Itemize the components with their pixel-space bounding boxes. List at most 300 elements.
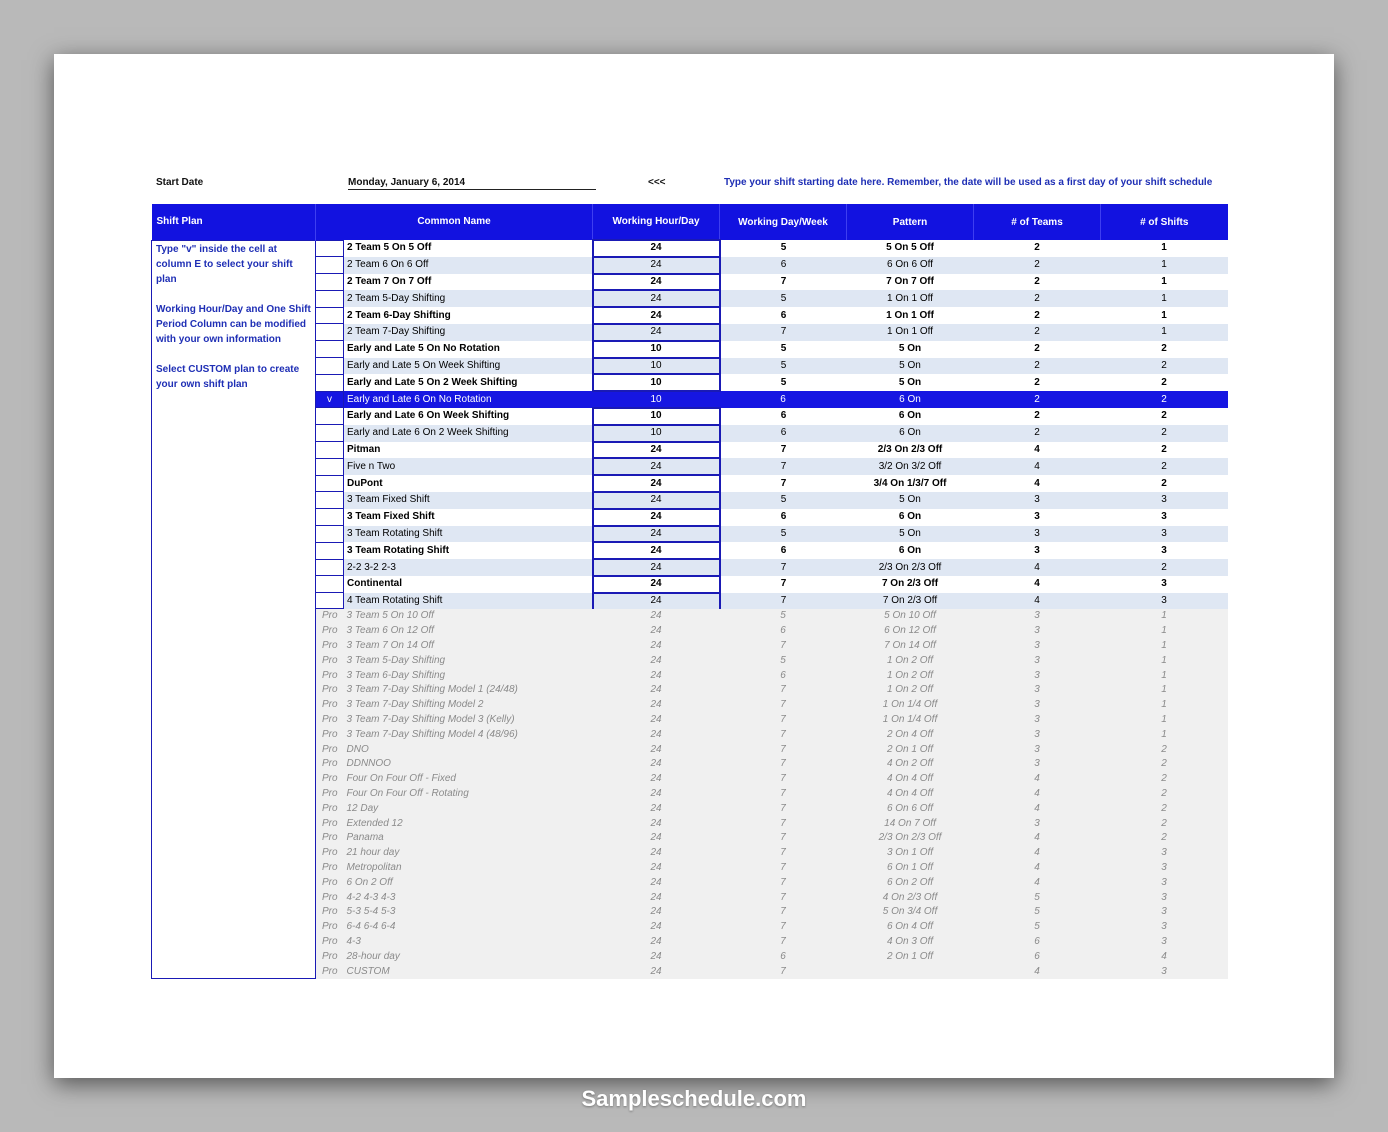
pattern-cell: 1 On 1/4 Off (847, 698, 974, 713)
pattern-cell: 5 On (847, 374, 974, 391)
shifts-cell: 1 (1101, 653, 1228, 668)
common-name-cell: Early and Late 6 On Week Shifting (344, 408, 593, 425)
shifts-cell: 1 (1101, 290, 1228, 307)
pattern-cell (847, 964, 974, 979)
selection-cell[interactable] (316, 509, 344, 526)
col-header-shifts: # of Shifts (1101, 204, 1228, 240)
pattern-cell: 1 On 1/4 Off (847, 713, 974, 728)
selection-cell[interactable] (316, 576, 344, 593)
selection-cell[interactable] (316, 307, 344, 324)
teams-cell: 3 (974, 683, 1101, 698)
working-hour-cell[interactable]: 10 (593, 358, 720, 375)
working-hour-cell[interactable]: 24 (593, 757, 720, 772)
working-day-cell: 7 (720, 875, 847, 890)
pattern-cell: 4 On 4 Off (847, 787, 974, 802)
working-day-cell: 5 (720, 492, 847, 509)
selection-cell[interactable]: Pro (316, 772, 344, 787)
common-name-cell: 12 Day (344, 801, 593, 816)
teams-cell: 3 (974, 526, 1101, 543)
selection-cell[interactable]: Pro (316, 846, 344, 861)
common-name-cell: Five n Two (344, 458, 593, 475)
shifts-cell: 1 (1101, 727, 1228, 742)
teams-cell: 5 (974, 890, 1101, 905)
teams-cell: 4 (974, 875, 1101, 890)
teams-cell: 3 (974, 727, 1101, 742)
table-row[interactable] (152, 240, 1228, 257)
common-name-cell: Panama (344, 831, 593, 846)
working-day-cell: 7 (720, 920, 847, 935)
shifts-cell: 2 (1101, 742, 1228, 757)
teams-cell: 2 (974, 341, 1101, 358)
note-text: Type "v" inside the cell at column E to select your shift plan (156, 243, 293, 285)
common-name-cell: 3 Team Fixed Shift (344, 509, 593, 526)
working-day-cell: 7 (720, 905, 847, 920)
pattern-cell: 4 On 4 Off (847, 772, 974, 787)
shifts-cell: 2 (1101, 442, 1228, 459)
teams-cell: 3 (974, 668, 1101, 683)
working-hour-cell[interactable]: 10 (593, 341, 720, 358)
working-hour-cell[interactable]: 24 (593, 609, 720, 624)
shifts-cell: 2 (1101, 374, 1228, 391)
working-day-cell: 5 (720, 341, 847, 358)
shifts-cell: 2 (1101, 559, 1228, 576)
common-name-cell: 21 hour day (344, 846, 593, 861)
selection-cell[interactable] (316, 324, 344, 341)
pattern-cell: 6 On (847, 509, 974, 526)
pattern-cell: 6 On 4 Off (847, 920, 974, 935)
working-day-cell: 7 (720, 458, 847, 475)
working-day-cell: 5 (720, 609, 847, 624)
working-hour-cell[interactable]: 10 (593, 374, 720, 391)
common-name-cell: Early and Late 6 On 2 Week Shifting (344, 425, 593, 442)
start-date-label: Start Date (156, 177, 204, 188)
working-hour-cell[interactable]: 24 (593, 964, 720, 979)
teams-cell: 2 (974, 257, 1101, 274)
common-name-cell: Pitman (344, 442, 593, 459)
common-name-cell: 3 Team 7-Day Shifting Model 1 (24/48) (344, 683, 593, 698)
teams-cell: 2 (974, 358, 1101, 375)
working-hour-cell[interactable]: 10 (593, 408, 720, 425)
teams-cell: 6 (974, 949, 1101, 964)
shifts-cell: 1 (1101, 639, 1228, 654)
shifts-cell: 1 (1101, 668, 1228, 683)
pattern-cell: 1 On 2 Off (847, 668, 974, 683)
shifts-cell: 1 (1101, 698, 1228, 713)
selection-cell[interactable]: Pro (316, 787, 344, 802)
teams-cell: 3 (974, 653, 1101, 668)
working-hour-cell[interactable]: 24 (593, 668, 720, 683)
pattern-cell: 5 On (847, 341, 974, 358)
pattern-cell: 2/3 On 2/3 Off (847, 442, 974, 459)
working-hour-cell[interactable]: 24 (593, 593, 720, 609)
selection-cell[interactable] (316, 542, 344, 559)
working-hour-cell[interactable]: 24 (593, 274, 720, 291)
pattern-cell: 2 On 1 Off (847, 949, 974, 964)
working-day-cell: 7 (720, 442, 847, 459)
selection-cell[interactable]: Pro (316, 964, 344, 979)
working-hour-cell[interactable]: 24 (593, 935, 720, 950)
shifts-cell: 3 (1101, 526, 1228, 543)
pattern-cell: 5 On 3/4 Off (847, 905, 974, 920)
document-page (54, 54, 1334, 1078)
working-day-cell: 7 (720, 639, 847, 654)
selection-cell[interactable]: Pro (316, 875, 344, 890)
selection-cell[interactable]: Pro (316, 831, 344, 846)
working-hour-cell[interactable]: 10 (593, 391, 720, 408)
arrow-marker: <<< (648, 177, 666, 188)
common-name-cell: 3 Team Rotating Shift (344, 542, 593, 559)
common-name-cell: DuPont (344, 475, 593, 492)
common-name-cell: 2-2 3-2 2-3 (344, 559, 593, 576)
shifts-cell: 2 (1101, 831, 1228, 846)
start-date-instruction: Type your shift starting date here. Remember, the date will be used as a first day of your shift schedule (724, 177, 1213, 188)
common-name-cell: 3 Team Fixed Shift (344, 492, 593, 509)
shifts-cell: 4 (1101, 949, 1228, 964)
working-day-cell: 7 (720, 274, 847, 291)
working-day-cell: 7 (720, 757, 847, 772)
working-day-cell: 6 (720, 668, 847, 683)
selection-cell[interactable]: Pro (316, 816, 344, 831)
teams-cell: 4 (974, 964, 1101, 979)
pattern-cell: 5 On 5 Off (847, 240, 974, 257)
working-day-cell: 7 (720, 816, 847, 831)
teams-cell: 2 (974, 240, 1101, 257)
working-day-cell: 7 (720, 772, 847, 787)
teams-cell: 4 (974, 861, 1101, 876)
common-name-cell: 2 Team 7-Day Shifting (344, 324, 593, 341)
working-day-cell: 7 (720, 713, 847, 728)
selection-cell[interactable] (316, 593, 344, 609)
common-name-cell: 6-4 6-4 6-4 (344, 920, 593, 935)
selection-cell[interactable]: Pro (316, 639, 344, 654)
teams-cell: 2 (974, 307, 1101, 324)
teams-cell: 3 (974, 624, 1101, 639)
selection-cell[interactable]: Pro (316, 609, 344, 624)
teams-cell: 4 (974, 831, 1101, 846)
working-hour-cell[interactable]: 24 (593, 801, 720, 816)
working-hour-cell[interactable]: 24 (593, 831, 720, 846)
teams-cell: 4 (974, 576, 1101, 593)
teams-cell: 3 (974, 639, 1101, 654)
header-row (152, 204, 1228, 240)
working-hour-cell[interactable]: 24 (593, 324, 720, 341)
working-day-cell: 7 (720, 964, 847, 979)
pattern-cell: 6 On (847, 425, 974, 442)
working-day-cell: 5 (720, 240, 847, 257)
working-day-cell: 7 (720, 846, 847, 861)
selection-cell[interactable] (316, 425, 344, 442)
shifts-cell: 2 (1101, 772, 1228, 787)
col-header-pattern: Pattern (847, 204, 974, 240)
teams-cell: 4 (974, 846, 1101, 861)
working-hour-cell[interactable]: 24 (593, 257, 720, 274)
teams-cell: 4 (974, 787, 1101, 802)
working-day-cell: 7 (720, 576, 847, 593)
teams-cell: 3 (974, 609, 1101, 624)
working-day-cell: 7 (720, 742, 847, 757)
working-hour-cell[interactable]: 24 (593, 683, 720, 698)
working-day-cell: 6 (720, 509, 847, 526)
pattern-cell: 5 On (847, 358, 974, 375)
watermark-text: Sampleschedule.com (581, 1086, 807, 1111)
selection-cell[interactable] (316, 408, 344, 425)
working-hour-cell[interactable]: 24 (593, 875, 720, 890)
shifts-cell: 3 (1101, 846, 1228, 861)
selection-cell[interactable]: Pro (316, 668, 344, 683)
selection-cell[interactable]: Pro (316, 742, 344, 757)
working-hour-cell[interactable]: 10 (593, 425, 720, 442)
working-day-cell: 7 (720, 801, 847, 816)
common-name-cell: DDNNOO (344, 757, 593, 772)
pattern-cell: 2/3 On 2/3 Off (847, 831, 974, 846)
teams-cell: 5 (974, 920, 1101, 935)
note-text: Select CUSTOM plan to create your own shift plan (156, 363, 300, 390)
working-day-cell: 5 (720, 653, 847, 668)
start-date-input[interactable]: Monday, January 6, 2014 (348, 177, 596, 190)
working-hour-cell[interactable]: 24 (593, 816, 720, 831)
selection-cell[interactable] (316, 475, 344, 492)
shifts-cell: 2 (1101, 408, 1228, 425)
shifts-cell: 1 (1101, 307, 1228, 324)
selection-cell[interactable] (316, 290, 344, 307)
teams-cell: 4 (974, 475, 1101, 492)
common-name-cell: Early and Late 5 On 2 Week Shifting (344, 374, 593, 391)
selection-cell[interactable] (316, 341, 344, 358)
selection-cell[interactable]: Pro (316, 890, 344, 905)
working-day-cell: 7 (720, 890, 847, 905)
selection-cell[interactable]: Pro (316, 653, 344, 668)
pattern-cell: 6 On (847, 391, 974, 408)
common-name-cell: 3 Team 7-Day Shifting Model 3 (Kelly) (344, 713, 593, 728)
working-hour-cell[interactable]: 24 (593, 492, 720, 509)
teams-cell: 2 (974, 290, 1101, 307)
working-hour-cell[interactable]: 24 (593, 624, 720, 639)
working-hour-cell[interactable]: 24 (593, 713, 720, 728)
common-name-cell: 3 Team 5-Day Shifting (344, 653, 593, 668)
working-hour-cell[interactable]: 24 (593, 742, 720, 757)
shifts-cell: 2 (1101, 341, 1228, 358)
common-name-cell: DNO (344, 742, 593, 757)
teams-cell: 2 (974, 391, 1101, 408)
shifts-cell: 2 (1101, 787, 1228, 802)
pattern-cell: 6 On 6 Off (847, 801, 974, 816)
working-hour-cell[interactable]: 24 (593, 307, 720, 324)
pattern-cell: 7 On 14 Off (847, 639, 974, 654)
common-name-cell: Continental (344, 576, 593, 593)
pattern-cell: 2 On 4 Off (847, 727, 974, 742)
common-name-cell: 6 On 2 Off (344, 875, 593, 890)
selection-cell[interactable]: Pro (316, 905, 344, 920)
working-hour-cell[interactable]: 24 (593, 890, 720, 905)
pattern-cell: 4 On 2 Off (847, 757, 974, 772)
shifts-cell: 2 (1101, 358, 1228, 375)
working-hour-cell[interactable]: 24 (593, 653, 720, 668)
working-hour-cell[interactable]: 24 (593, 526, 720, 543)
shifts-cell: 2 (1101, 458, 1228, 475)
common-name-cell: 3 Team Rotating Shift (344, 526, 593, 543)
common-name-cell: Early and Late 5 On No Rotation (344, 341, 593, 358)
shifts-cell: 2 (1101, 801, 1228, 816)
common-name-cell: 2 Team 6-Day Shifting (344, 307, 593, 324)
shifts-cell: 2 (1101, 757, 1228, 772)
pattern-cell: 1 On 1 Off (847, 307, 974, 324)
selection-cell[interactable] (316, 240, 344, 257)
selection-cell[interactable] (316, 442, 344, 459)
shifts-cell: 3 (1101, 542, 1228, 559)
shifts-cell: 3 (1101, 593, 1228, 609)
working-hour-cell[interactable]: 24 (593, 458, 720, 475)
pattern-cell: 7 On 2/3 Off (847, 593, 974, 609)
working-hour-cell[interactable]: 24 (593, 772, 720, 787)
shifts-cell: 3 (1101, 509, 1228, 526)
working-hour-cell[interactable]: 24 (593, 727, 720, 742)
working-day-cell: 7 (720, 475, 847, 492)
pattern-cell: 3/4 On 1/3/7 Off (847, 475, 974, 492)
teams-cell: 3 (974, 698, 1101, 713)
common-name-cell: 2 Team 7 On 7 Off (344, 274, 593, 291)
working-day-cell: 6 (720, 624, 847, 639)
pattern-cell: 1 On 1 Off (847, 324, 974, 341)
common-name-cell: 5-3 5-4 5-3 (344, 905, 593, 920)
common-name-cell: 2 Team 6 On 6 Off (344, 257, 593, 274)
common-name-cell: Metropolitan (344, 861, 593, 876)
pattern-cell: 5 On (847, 526, 974, 543)
selection-cell[interactable]: Pro (316, 920, 344, 935)
working-hour-cell[interactable]: 24 (593, 576, 720, 593)
working-hour-cell[interactable]: 24 (593, 920, 720, 935)
selection-cell[interactable] (316, 374, 344, 391)
working-hour-cell[interactable]: 24 (593, 639, 720, 654)
working-day-cell: 5 (720, 526, 847, 543)
teams-cell: 3 (974, 742, 1101, 757)
working-hour-cell[interactable]: 24 (593, 240, 720, 257)
table-body (152, 240, 1228, 979)
pattern-cell: 6 On 12 Off (847, 624, 974, 639)
common-name-cell: Early and Late 5 On Week Shifting (344, 358, 593, 375)
working-hour-cell[interactable]: 24 (593, 475, 720, 492)
col-header-working-day: Working Day/Week (720, 204, 847, 240)
teams-cell: 3 (974, 509, 1101, 526)
working-hour-cell[interactable]: 24 (593, 509, 720, 526)
pattern-cell: 6 On (847, 408, 974, 425)
pattern-cell: 6 On 6 Off (847, 257, 974, 274)
pattern-cell: 3 On 1 Off (847, 846, 974, 861)
shifts-cell: 3 (1101, 890, 1228, 905)
pattern-cell: 14 On 7 Off (847, 816, 974, 831)
common-name-cell: 3 Team 7 On 14 Off (344, 639, 593, 654)
common-name-cell: 3 Team 6-Day Shifting (344, 668, 593, 683)
selection-cell[interactable]: Pro (316, 698, 344, 713)
working-hour-cell[interactable]: 24 (593, 861, 720, 876)
selection-cell[interactable]: Pro (316, 861, 344, 876)
working-day-cell: 7 (720, 727, 847, 742)
working-day-cell: 6 (720, 949, 847, 964)
working-hour-cell[interactable]: 24 (593, 698, 720, 713)
common-name-cell: 3 Team 7-Day Shifting Model 4 (48/96) (344, 727, 593, 742)
selection-cell[interactable] (316, 492, 344, 509)
selection-cell[interactable]: Pro (316, 727, 344, 742)
working-day-cell: 6 (720, 257, 847, 274)
working-day-cell: 7 (720, 698, 847, 713)
col-header-common-name: Common Name (316, 204, 593, 240)
shifts-cell: 3 (1101, 905, 1228, 920)
working-day-cell: 6 (720, 307, 847, 324)
working-day-cell: 6 (720, 542, 847, 559)
selection-cell[interactable] (316, 559, 344, 576)
working-hour-cell[interactable]: 24 (593, 559, 720, 576)
selection-cell[interactable]: Pro (316, 949, 344, 964)
selection-cell[interactable]: v (316, 391, 344, 408)
shifts-cell: 1 (1101, 609, 1228, 624)
selection-cell[interactable]: Pro (316, 757, 344, 772)
teams-cell: 4 (974, 593, 1101, 609)
teams-cell: 2 (974, 374, 1101, 391)
teams-cell: 3 (974, 492, 1101, 509)
pattern-cell: 6 On 2 Off (847, 875, 974, 890)
pattern-cell: 5 On (847, 492, 974, 509)
teams-cell: 4 (974, 772, 1101, 787)
selection-cell[interactable] (316, 274, 344, 291)
shifts-cell: 3 (1101, 920, 1228, 935)
shifts-cell: 2 (1101, 391, 1228, 408)
working-hour-cell[interactable]: 24 (593, 290, 720, 307)
shifts-cell: 1 (1101, 274, 1228, 291)
working-hour-cell[interactable]: 24 (593, 442, 720, 459)
teams-cell: 4 (974, 458, 1101, 475)
shifts-cell: 1 (1101, 683, 1228, 698)
working-hour-cell[interactable]: 24 (593, 846, 720, 861)
shifts-cell: 3 (1101, 861, 1228, 876)
selection-cell[interactable]: Pro (316, 935, 344, 950)
selection-cell[interactable]: Pro (316, 624, 344, 639)
pattern-cell: 3/2 On 3/2 Off (847, 458, 974, 475)
working-hour-cell[interactable]: 24 (593, 542, 720, 559)
selection-cell[interactable] (316, 458, 344, 475)
common-name-cell: 3 Team 5 On 10 Off (344, 609, 593, 624)
working-hour-cell[interactable]: 24 (593, 787, 720, 802)
pattern-cell: 1 On 1 Off (847, 290, 974, 307)
selection-cell[interactable]: Pro (316, 683, 344, 698)
selection-cell[interactable] (316, 358, 344, 375)
note-text: Working Hour/Day and One Shift Period Column can be modified with your own information (156, 303, 311, 345)
pattern-cell: 4 On 3 Off (847, 935, 974, 950)
selection-cell[interactable]: Pro (316, 713, 344, 728)
teams-cell: 2 (974, 425, 1101, 442)
selection-cell[interactable] (316, 526, 344, 543)
working-day-cell: 7 (720, 559, 847, 576)
shifts-cell: 3 (1101, 492, 1228, 509)
common-name-cell: 3 Team 6 On 12 Off (344, 624, 593, 639)
shifts-cell: 1 (1101, 324, 1228, 341)
working-hour-cell[interactable]: 24 (593, 905, 720, 920)
teams-cell: 4 (974, 801, 1101, 816)
shifts-cell: 3 (1101, 576, 1228, 593)
working-hour-cell[interactable]: 24 (593, 949, 720, 964)
selection-cell[interactable]: Pro (316, 801, 344, 816)
common-name-cell: Four On Four Off - Fixed (344, 772, 593, 787)
working-day-cell: 6 (720, 425, 847, 442)
working-day-cell: 5 (720, 290, 847, 307)
common-name-cell: 28-hour day (344, 949, 593, 964)
teams-cell: 2 (974, 324, 1101, 341)
teams-cell: 3 (974, 713, 1101, 728)
working-day-cell: 7 (720, 683, 847, 698)
pattern-cell: 1 On 2 Off (847, 683, 974, 698)
selection-cell[interactable] (316, 257, 344, 274)
shifts-cell: 3 (1101, 964, 1228, 979)
working-day-cell: 7 (720, 593, 847, 609)
shift-plan-table (151, 204, 1228, 979)
